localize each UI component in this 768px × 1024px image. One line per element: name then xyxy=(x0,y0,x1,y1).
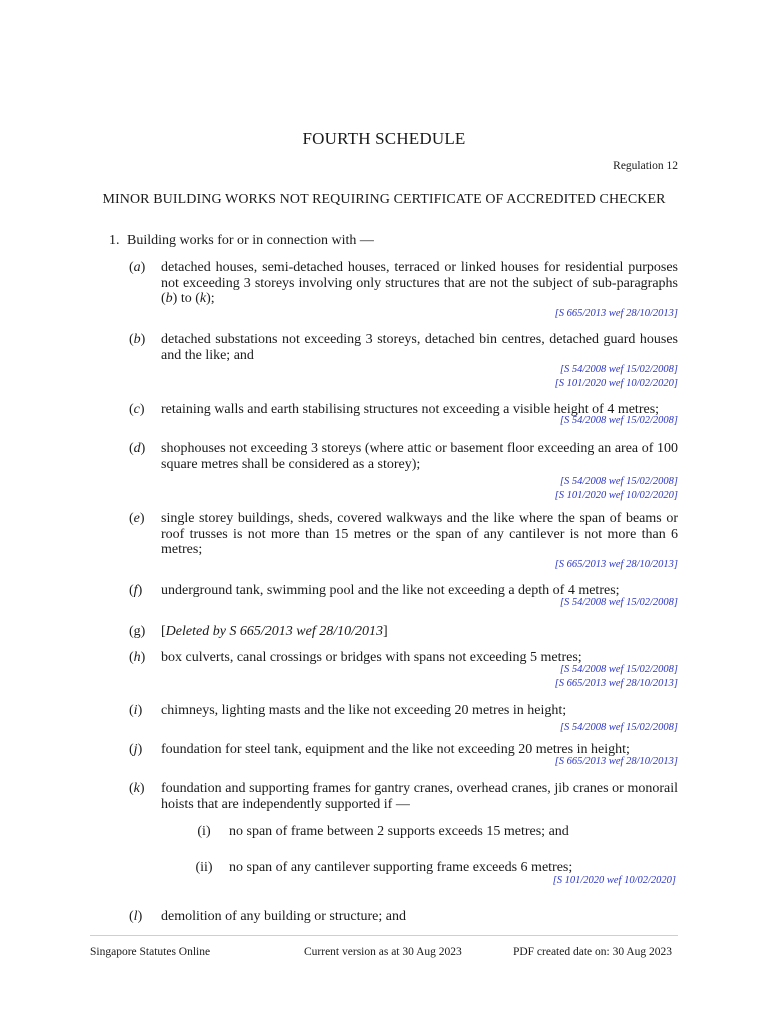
item-text: [Deleted by S 665/2013 wef 28/10/2013] xyxy=(161,624,388,639)
amendment-note: [S 101/2020 wef 10/02/2020] xyxy=(554,490,678,501)
sub-item-text: no span of any cantilever supporting frame exceeds 6 metres; xyxy=(229,860,573,875)
paragraph-text: Building works for or in connection with — xyxy=(127,233,374,248)
item-text: chimneys, lighting masts and the like not exceeding 20 metres in height; xyxy=(161,703,567,718)
amendment-note: [S 54/2008 wef 15/02/2008] xyxy=(559,596,678,608)
amendment-note: [S 665/2013 wef 28/10/2013] xyxy=(554,755,678,767)
item-label: (d) xyxy=(129,441,146,456)
amendment-note: [S 665/2013 wef 28/10/2013] xyxy=(554,558,678,570)
item-label: (i) xyxy=(129,703,143,718)
sub-item-label: (i) xyxy=(197,824,211,839)
item-text: retaining walls and earth stabilising structures not exceeding a visible height of 4 metres; xyxy=(161,402,660,417)
item-k xyxy=(129,781,678,812)
item-label: (c) xyxy=(129,402,145,417)
item-label: (b) xyxy=(129,332,146,347)
schedule-heading: MINOR BUILDING WORKS NOT REQUIRING CERTIFICATE OF ACCREDITED CHECKER xyxy=(102,192,666,207)
footer-divider xyxy=(90,935,678,936)
item-text: foundation and supporting frames for gantry cranes, overhead cranes, jib cranes or monorail hoists that are independently supported if — xyxy=(161,781,678,812)
amendment-note: [S 54/2008 wef 15/02/2008] xyxy=(559,721,678,733)
item-label: (a) xyxy=(129,260,146,275)
item-i xyxy=(129,703,678,735)
amendment-note: [S 54/2008 wef 15/02/2008] xyxy=(559,663,678,675)
item-b xyxy=(129,332,678,391)
item-label: (e) xyxy=(129,511,145,526)
amendment-note: [S 665/2013 wef 28/10/2013] xyxy=(554,677,678,689)
amendment-note: [S 101/2020 wef 10/02/2020] xyxy=(552,875,676,886)
item-label: (h) xyxy=(129,650,146,665)
item-h xyxy=(129,650,678,691)
amendment-note: [S 54/2008 wef 15/02/2008] xyxy=(559,476,678,487)
item-k-sub-i xyxy=(186,824,678,840)
item-a xyxy=(129,260,678,321)
item-d xyxy=(129,441,678,503)
footer-source: Singapore Statutes Online xyxy=(90,946,211,958)
paragraph-number: 1. xyxy=(109,233,120,248)
item-c xyxy=(129,402,678,428)
sub-item-text: no span of frame between 2 supports exceeds 15 metres; and xyxy=(229,824,569,839)
item-text: shophouses not exceeding 3 storeys (where attic or basement floor exceeding an area of 100 square metres shall be considered as a storey); xyxy=(161,441,678,472)
item-label: (l) xyxy=(129,909,143,924)
item-f xyxy=(129,583,678,610)
item-e xyxy=(129,511,678,572)
item-label: (k) xyxy=(129,781,145,796)
footer-pdf-created-date: PDF created date on: 30 Aug 2023 xyxy=(512,946,672,958)
amendment-note: [S 665/2013 wef 28/10/2013] xyxy=(554,307,678,319)
amendment-note: [S 54/2008 wef 15/02/2008] xyxy=(559,414,678,426)
item-text: box culverts, canal crossings or bridges with spans not exceeding 5 metres; xyxy=(161,650,582,665)
schedule-title: FOURTH SCHEDULE xyxy=(302,129,466,148)
paragraph-1-intro xyxy=(109,233,374,249)
item-j xyxy=(129,742,678,769)
item-text: underground tank, swimming pool and the like not exceeding a depth of 4 metres; xyxy=(161,583,620,598)
item-text: foundation for steel tank, equipment and the like not exceeding 20 metres in height; xyxy=(161,742,630,757)
item-text: detached substations not exceeding 3 storeys, detached bin centres, detached guard houses and the like; and xyxy=(161,332,678,363)
item-text: demolition of any building or structure; and xyxy=(161,909,406,924)
footer-current-version: Current version as at 30 Aug 2023 xyxy=(304,946,462,958)
item-label: (j) xyxy=(129,742,143,757)
item-label: (f) xyxy=(129,583,143,598)
item-text: single storey buildings, sheds, covered walkways and the like where the span of beams or roof trusses is not more than 15 metres or the span of any cantilever is not more than 6 metres; xyxy=(161,511,678,557)
amendment-note: [S 101/2020 wef 10/02/2020] xyxy=(554,378,678,389)
sub-item-label: (ii) xyxy=(195,860,213,875)
item-label: (g) xyxy=(129,624,146,639)
item-g xyxy=(129,624,678,640)
amendment-note: [S 54/2008 wef 15/02/2008] xyxy=(559,364,678,375)
item-text: detached houses, semi-detached houses, terraced or linked houses for residential purposes not exceeding 3 storeys involving only structures that are not the subject of sub-paragraphs (b) to (k); xyxy=(161,260,678,306)
item-l xyxy=(129,909,678,925)
regulation-reference: Regulation 12 xyxy=(613,160,678,172)
